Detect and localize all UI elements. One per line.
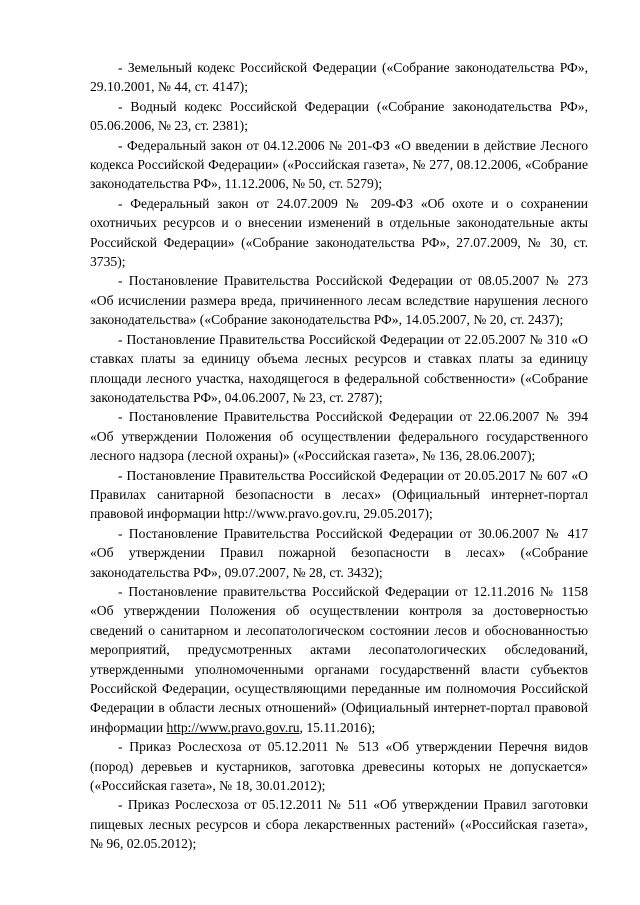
list-item: - Постановление Правительства Российской Федерации от 30.06.2007 № 417 «Об утверждении Правил пожарной безопасности в лесах» («Собрание законодательства РФ», 09.07.2007, № 28, ст. 3432); (90, 525, 588, 580)
list-item: - Постановление Правительства Российской Федерации от 22.05.2007 № 310 «О ставках платы за единицу объема лесных ресурсов и ставках платы за единицу площади лесного участка, находящегося в федеральной собственности» («Собрание законодательства РФ», 04.06.2007, № 23, ст. 2787); (90, 331, 588, 405)
list-item-with-link (90, 582, 588, 737)
list-item: - Постановление Правительства Российской Федерации от 08.05.2007 № 273 «Об исчислении размера вреда, причиненного лесам вследствие нарушения лесного законодательства» («Собрание законодательства РФ», 14.05.2007, № 20, ст. 2437); (90, 273, 588, 328)
list-item: - Постановление Правительства Российской Федерации от 20.05.2017 № 607 «О Правилах санитарной безопасности в лесах» (Официальный интернет-портал правовой информации http://www.pravo.gov.ru, 29.05.2017); (90, 467, 588, 522)
list-item-text: - Постановление правительства Российской Федерации от 12.11.2016 № 1158 «Об утверждении Положения об осуществлении контроля за достоверностью сведений о санитарном и лесопатологическом состоянии лесов и обоснованностью мероприятий, предусмотренных актами лесопатологических обследований, утвержденными уполномоченными органами государственнй власти субъектов Российской Федерации, осуществляющими переданные им полномочия Российской Федерации в области лесных отношений» (Официальный интернет-портал правовой информации (90, 583, 588, 735)
pravo-gov-link[interactable]: http://www.pravo.gov.ru (166, 719, 300, 735)
list-item: - Водный кодекс Российской Федерации («Собрание законодательства РФ», 05.06.2006, № 23, ст. 2381); (90, 98, 588, 134)
list-item-tail: , 15.11.2016); (299, 719, 376, 735)
document-page (90, 58, 588, 854)
list-item: - Федеральный закон от 04.12.2006 № 201-ФЗ «О введении в действие Лесного кодекса Российской Федерации» («Российская газета», № 277, 08.12.2006, «Собрание законодательства РФ», 11.12.2006, № 50, ст. 5279); (90, 137, 588, 192)
list-item: - Приказ Рослесхоза от 05.12.2011 № 513 «Об утверждении Перечня видов (пород) деревьев и кустарников, заготовка древесины которых не допускается» («Российская газета», № 18, 30.01.2012); (90, 739, 588, 794)
list-item: - Постановление Правительства Российской Федерации от 22.06.2007 № 394 «Об утверждении Положения об осуществлении федерального государственного лесного надзора (лесной охраны)» («Российская газета», № 136, 28.06.2007); (90, 409, 588, 464)
list-item: - Федеральный закон от 24.07.2009 № 209-ФЗ «Об охоте и о сохранении охотничьих ресурсов и о внесении изменений в отдельные законодательные акты Российской Федерации» («Собрание законодательства РФ», 27.07.2009, № 30, ст. 3735); (90, 195, 588, 270)
list-item: - Земельный кодекс Российской Федерации («Собрание законодательства РФ», 29.10.2001, № 44, ст. 4147); (90, 60, 588, 95)
list-item: - Приказ Рослесхоза от 05.12.2011 № 511 «Об утверждении Правил заготовки пищевых лесных ресурсов и сбора лекарственных растений» («Российская газета», № 96, 02.05.2012); (90, 797, 588, 852)
